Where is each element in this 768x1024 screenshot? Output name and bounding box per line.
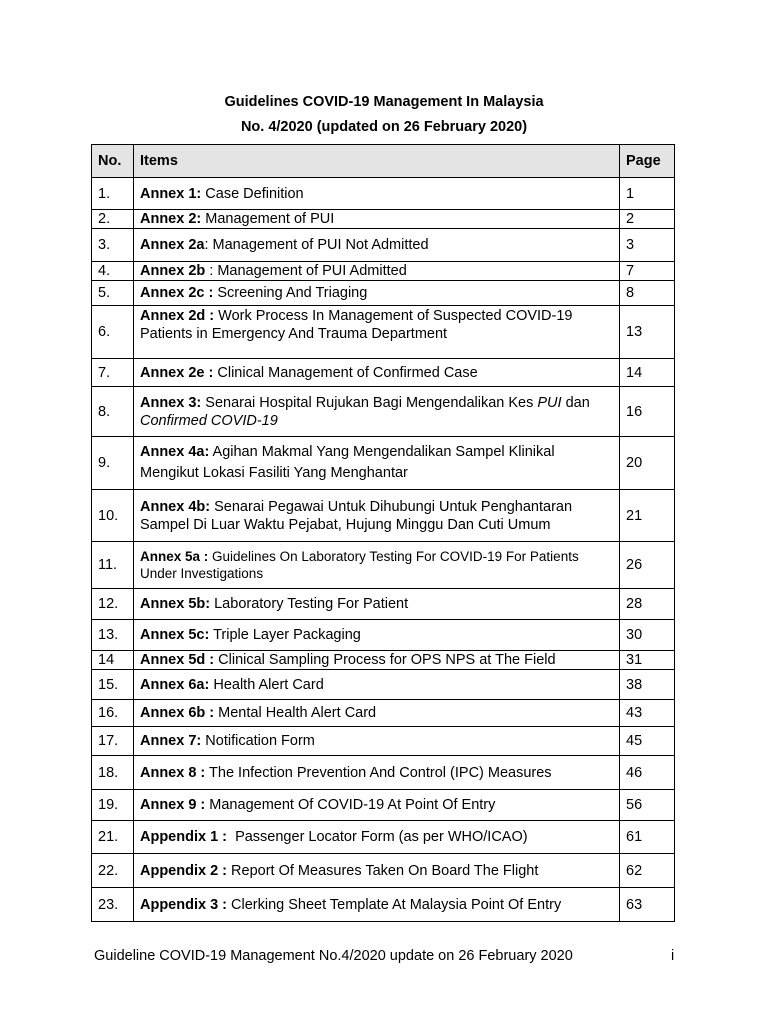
row-number: 11. bbox=[92, 542, 134, 589]
annex-title: Mental Health Alert Card bbox=[214, 705, 377, 721]
row-number: 18. bbox=[92, 756, 134, 790]
table-row bbox=[92, 670, 675, 700]
row-page: 63 bbox=[620, 888, 675, 922]
annex-label: Annex 3: bbox=[140, 394, 202, 411]
row-item bbox=[134, 756, 620, 790]
row-item bbox=[134, 888, 620, 922]
annex-label: Annex 6a: bbox=[140, 676, 210, 693]
annex-title: Senarai Hospital Rujukan Bagi Mengendalikan Kes bbox=[201, 394, 538, 411]
annex-label: Annex 2e : bbox=[140, 364, 214, 381]
row-item bbox=[134, 700, 620, 727]
annex-title-italic: PUI bbox=[537, 394, 562, 411]
annex-label: Annex 5a : bbox=[140, 549, 209, 564]
annex-title: Senarai Pegawai Untuk Dihubungi Untuk Penghantaran Sampel Di Luar Waktu Pejabat, Hujung Minggu Dan Cuti Umum bbox=[140, 498, 573, 533]
table-row bbox=[92, 821, 675, 854]
annex-title: Work Process In Management of Suspected COVID-19 Patients in Emergency And Trauma Department bbox=[140, 308, 573, 342]
row-page: 8 bbox=[620, 281, 675, 306]
page-number: i bbox=[671, 948, 675, 964]
row-page: 14 bbox=[620, 359, 675, 387]
table-row bbox=[92, 229, 675, 262]
document-subtitle: No. 4/2020 (updated on 26 February 2020) bbox=[240, 119, 528, 135]
annex-title-connector: dan bbox=[561, 394, 590, 411]
row-number: 2. bbox=[92, 210, 134, 229]
row-item bbox=[134, 670, 620, 700]
row-number: 15. bbox=[92, 670, 134, 700]
appendix-title: Clerking Sheet Template At Malaysia Point Of Entry bbox=[227, 896, 562, 913]
row-number: 12. bbox=[92, 589, 134, 620]
row-item bbox=[134, 229, 620, 262]
row-page: 46 bbox=[620, 756, 675, 790]
row-item bbox=[134, 178, 620, 210]
appendix-label: Appendix 2 : bbox=[140, 862, 228, 879]
contents-table bbox=[91, 144, 675, 922]
row-item bbox=[134, 651, 620, 670]
row-item bbox=[134, 542, 620, 589]
row-page: 38 bbox=[620, 670, 675, 700]
row-number: 4. bbox=[92, 262, 134, 281]
annex-label: Annex 1: bbox=[140, 185, 202, 202]
annex-title: Laboratory Testing For Patient bbox=[210, 596, 409, 612]
row-number: 21. bbox=[92, 821, 134, 854]
annex-label: Annex 5d : bbox=[140, 652, 215, 668]
table-row bbox=[92, 854, 675, 888]
footer-text: Guideline COVID-19 Management No.4/2020 update on 26 February 2020 bbox=[94, 948, 573, 964]
row-number: 3. bbox=[92, 229, 134, 262]
row-item bbox=[134, 262, 620, 281]
row-page: 26 bbox=[620, 542, 675, 589]
row-item bbox=[134, 490, 620, 542]
row-item bbox=[134, 210, 620, 229]
row-item bbox=[134, 387, 620, 437]
annex-title: : Management of PUI Not Admitted bbox=[204, 237, 429, 253]
annex-label: Annex 2b bbox=[140, 263, 206, 279]
table-row bbox=[92, 727, 675, 756]
table-row bbox=[92, 620, 675, 651]
table-row bbox=[92, 756, 675, 790]
row-page: 45 bbox=[620, 727, 675, 756]
annex-label: Annex 6b : bbox=[140, 705, 215, 721]
row-item bbox=[134, 306, 620, 359]
annex-label: Annex 5c: bbox=[140, 627, 210, 643]
annex-title: Management of PUI bbox=[201, 211, 335, 227]
row-number: 19. bbox=[92, 790, 134, 821]
annex-label: Annex 2d : bbox=[140, 308, 215, 324]
row-item bbox=[134, 359, 620, 387]
table-row bbox=[92, 437, 675, 490]
row-item bbox=[134, 790, 620, 821]
appendix-title: Report Of Measures Taken On Board The Flight bbox=[227, 862, 539, 879]
annex-label: Annex 2c : bbox=[140, 285, 214, 301]
annex-label: Annex 9 : bbox=[140, 797, 206, 813]
annex-title: Screening And Triaging bbox=[213, 285, 368, 301]
table-row bbox=[92, 700, 675, 727]
annex-label: Annex 2: bbox=[140, 211, 202, 227]
annex-title: : Management of PUI Admitted bbox=[205, 263, 407, 279]
row-item bbox=[134, 854, 620, 888]
annex-title: Notification Form bbox=[201, 733, 315, 749]
annex-label: Annex 2a bbox=[140, 237, 205, 253]
document-title: Guidelines COVID-19 Management In Malaysia bbox=[224, 94, 544, 110]
table-row bbox=[92, 542, 675, 589]
appendix-label: Appendix 3 : bbox=[140, 896, 228, 913]
row-page: 61 bbox=[620, 821, 675, 854]
column-header-no: No. bbox=[92, 145, 134, 178]
table-row bbox=[92, 210, 675, 229]
row-item bbox=[134, 821, 620, 854]
row-number: 5. bbox=[92, 281, 134, 306]
row-page: 7 bbox=[620, 262, 675, 281]
row-number: 13. bbox=[92, 620, 134, 651]
table-row bbox=[92, 281, 675, 306]
annex-label: Annex 8 : bbox=[140, 764, 206, 781]
annex-title: Management Of COVID-19 At Point Of Entry bbox=[205, 797, 496, 813]
table-row bbox=[92, 888, 675, 922]
table-row bbox=[92, 359, 675, 387]
row-number: 8. bbox=[92, 387, 134, 437]
row-item bbox=[134, 620, 620, 651]
appendix-title: Passenger Locator Form (as per WHO/ICAO) bbox=[227, 829, 528, 845]
table-row bbox=[92, 490, 675, 542]
row-number: 22. bbox=[92, 854, 134, 888]
annex-label: Annex 4a: bbox=[140, 444, 210, 460]
row-page: 56 bbox=[620, 790, 675, 821]
row-page: 3 bbox=[620, 229, 675, 262]
table-row bbox=[92, 262, 675, 281]
row-page: 13 bbox=[620, 306, 675, 359]
column-header-items: Items bbox=[134, 145, 620, 178]
appendix-label: Appendix 1 : bbox=[140, 829, 228, 845]
row-number: 14 bbox=[92, 651, 134, 670]
annex-title: Clinical Management of Confirmed Case bbox=[213, 364, 478, 381]
row-item bbox=[134, 281, 620, 306]
row-number: 17. bbox=[92, 727, 134, 756]
table-row bbox=[92, 651, 675, 670]
row-number: 23. bbox=[92, 888, 134, 922]
table-header-row bbox=[92, 145, 675, 178]
annex-label: Annex 7: bbox=[140, 733, 202, 749]
row-number: 10. bbox=[92, 490, 134, 542]
annex-title-italic: Confirmed COVID-19 bbox=[140, 412, 278, 429]
annex-title: Agihan Makmal Yang Mengendalikan Sampel Klinikal Mengikut Lokasi Fasiliti Yang Menghantar bbox=[140, 444, 555, 481]
annex-title: Case Definition bbox=[201, 185, 304, 202]
table-row bbox=[92, 790, 675, 821]
row-page: 30 bbox=[620, 620, 675, 651]
annex-label: Annex 5b: bbox=[140, 596, 211, 612]
row-page: 31 bbox=[620, 651, 675, 670]
row-number: 7. bbox=[92, 359, 134, 387]
row-page: 2 bbox=[620, 210, 675, 229]
row-page: 16 bbox=[620, 387, 675, 437]
row-page: 20 bbox=[620, 437, 675, 490]
row-page: 21 bbox=[620, 490, 675, 542]
annex-title: Health Alert Card bbox=[209, 676, 324, 693]
annex-title: Clinical Sampling Process for OPS NPS at The Field bbox=[214, 652, 556, 668]
table-row bbox=[92, 306, 675, 359]
row-number: 16. bbox=[92, 700, 134, 727]
row-item bbox=[134, 727, 620, 756]
row-page: 28 bbox=[620, 589, 675, 620]
row-item bbox=[134, 589, 620, 620]
row-number: 1. bbox=[92, 178, 134, 210]
row-item bbox=[134, 437, 620, 490]
row-number: 9. bbox=[92, 437, 134, 490]
table-row bbox=[92, 589, 675, 620]
annex-title: The Infection Prevention And Control (IPC) Measures bbox=[205, 764, 552, 781]
row-number: 6. bbox=[92, 306, 134, 359]
row-page: 1 bbox=[620, 178, 675, 210]
annex-title: Triple Layer Packaging bbox=[209, 627, 361, 643]
column-header-page: Page bbox=[620, 145, 675, 178]
table-row bbox=[92, 178, 675, 210]
annex-label: Annex 4b: bbox=[140, 498, 211, 515]
table-row bbox=[92, 387, 675, 437]
row-page: 43 bbox=[620, 700, 675, 727]
annex-title: Guidelines On Laboratory Testing For COVID-19 For Patients Under Investigations bbox=[140, 549, 579, 581]
row-page: 62 bbox=[620, 854, 675, 888]
